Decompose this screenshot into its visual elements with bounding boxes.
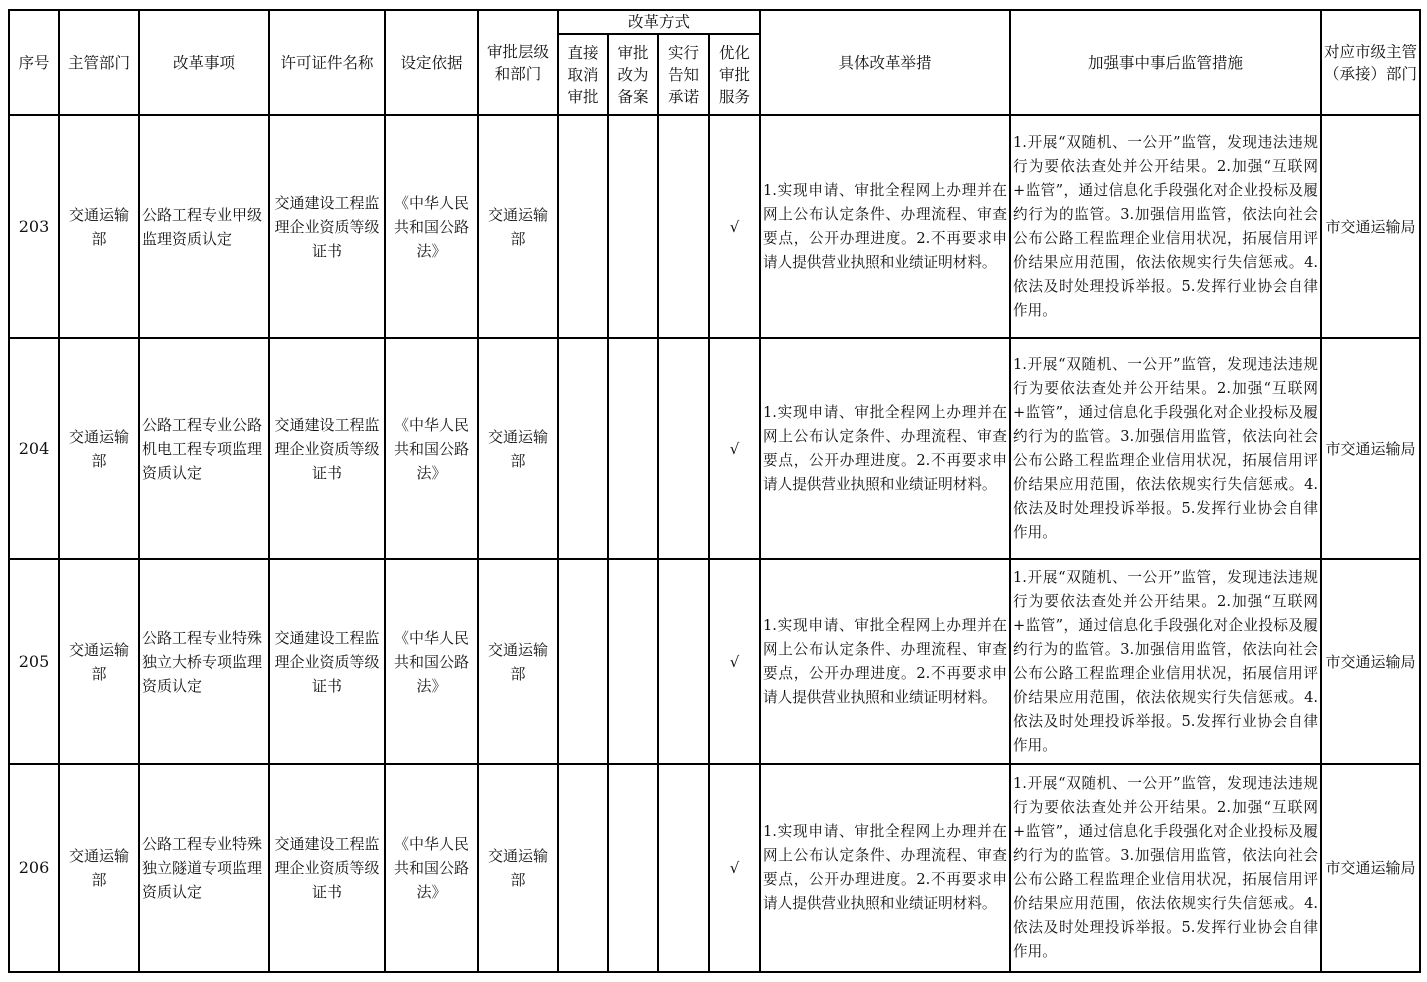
cell-dept: 交通运输部 <box>59 338 139 559</box>
header-filing: 审批改为备案 <box>608 34 658 115</box>
cell-optimize: √ <box>709 764 760 972</box>
cell-cancel <box>558 115 608 338</box>
cell-approval-level: 交通运输部 <box>478 115 558 338</box>
cell-optimize: √ <box>709 115 760 338</box>
cell-optimize: √ <box>709 559 760 764</box>
cell-cancel <box>558 559 608 764</box>
cell-seq: 204 <box>9 338 59 559</box>
cell-filing <box>608 764 658 972</box>
header-approval-level: 审批层级和部门 <box>478 10 558 115</box>
header-seq: 序号 <box>9 10 59 115</box>
header-supervision: 加强事中事后监管措施 <box>1010 10 1321 115</box>
cell-measures: 1.实现申请、审批全程网上办理并在网上公布认定条件、办理流程、审查要点，公开办理进度。2.不再要求申请人提供营业执照和业绩证明材料。 <box>760 338 1010 559</box>
cell-city-dept: 市交通运输局 <box>1321 764 1420 972</box>
cell-measures: 1.实现申请、审批全程网上办理并在网上公布认定条件、办理流程、审查要点，公开办理进度。2.不再要求申请人提供营业执照和业绩证明材料。 <box>760 115 1010 338</box>
cell-supervision: 1.开展“双随机、一公开”监管，发现违法违规行为要依法查处并公开结果。2.加强“互联网+监管”，通过信息化手段强化对企业投标及履约行为的监管。3.加强信用监管，依法向社会公布公路工程监理企业信用状况，拓展信用评价结果应用范围，依法依规实行失信惩戒。4.依法及时处理投诉举报。5.发挥行业协会自律作用。 <box>1010 338 1321 559</box>
cell-approval-level: 交通运输部 <box>478 764 558 972</box>
cell-supervision: 1.开展“双随机、一公开”监管，发现违法违规行为要依法查处并公开结果。2.加强“互联网+监管”，通过信息化手段强化对企业投标及履约行为的监管。3.加强信用监管，依法向社会公布公路工程监理企业信用状况，拓展信用评价结果应用范围，依法依规实行失信惩戒。4.依法及时处理投诉举报。5.发挥行业协会自律作用。 <box>1010 115 1321 338</box>
cell-seq: 203 <box>9 115 59 338</box>
header-reform-method: 改革方式 <box>558 10 760 34</box>
cell-license: 交通建设工程监理企业资质等级证书 <box>269 338 385 559</box>
table-body <box>9 115 1420 972</box>
cell-supervision: 1.开展“双随机、一公开”监管，发现违法违规行为要依法查处并公开结果。2.加强“互联网+监管”，通过信息化手段强化对企业投标及履约行为的监管。3.加强信用监管，依法向社会公布公路工程监理企业信用状况，拓展信用评价结果应用范围，依法依规实行失信惩戒。4.依法及时处理投诉举报。5.发挥行业协会自律作用。 <box>1010 764 1321 972</box>
header-optimize: 优化审批服务 <box>709 34 760 115</box>
cell-license: 交通建设工程监理企业资质等级证书 <box>269 559 385 764</box>
header-notify: 实行告知承诺 <box>658 34 709 115</box>
cell-notify <box>658 559 709 764</box>
cell-optimize: √ <box>709 338 760 559</box>
header-item: 改革事项 <box>139 10 269 115</box>
header-measures: 具体改革举措 <box>760 10 1010 115</box>
cell-measures: 1.实现申请、审批全程网上办理并在网上公布认定条件、办理流程、审查要点，公开办理进度。2.不再要求申请人提供营业执照和业绩证明材料。 <box>760 764 1010 972</box>
cell-notify <box>658 115 709 338</box>
cell-item: 公路工程专业特殊独立隧道专项监理资质认定 <box>139 764 269 972</box>
reform-table <box>8 9 1421 973</box>
cell-notify <box>658 338 709 559</box>
cell-item: 公路工程专业公路机电工程专项监理资质认定 <box>139 338 269 559</box>
cell-license: 交通建设工程监理企业资质等级证书 <box>269 115 385 338</box>
table-row <box>9 559 1420 764</box>
table-row <box>9 764 1420 972</box>
table-header <box>9 10 1420 115</box>
cell-seq: 205 <box>9 559 59 764</box>
cell-measures: 1.实现申请、审批全程网上办理并在网上公布认定条件、办理流程、审查要点，公开办理进度。2.不再要求申请人提供营业执照和业绩证明材料。 <box>760 559 1010 764</box>
header-cancel: 直接取消审批 <box>558 34 608 115</box>
cell-item: 公路工程专业特殊独立大桥专项监理资质认定 <box>139 559 269 764</box>
cell-seq: 206 <box>9 764 59 972</box>
cell-city-dept: 市交通运输局 <box>1321 338 1420 559</box>
header-license: 许可证件名称 <box>269 10 385 115</box>
header-dept: 主管部门 <box>59 10 139 115</box>
header-city-dept: 对应市级主管（承接）部门 <box>1321 10 1420 115</box>
cell-dept: 交通运输部 <box>59 559 139 764</box>
cell-basis: 《中华人民共和国公路法》 <box>385 559 478 764</box>
cell-dept: 交通运输部 <box>59 115 139 338</box>
cell-approval-level: 交通运输部 <box>478 338 558 559</box>
cell-supervision: 1.开展“双随机、一公开”监管，发现违法违规行为要依法查处并公开结果。2.加强“互联网+监管”，通过信息化手段强化对企业投标及履约行为的监管。3.加强信用监管，依法向社会公布公路工程监理企业信用状况，拓展信用评价结果应用范围，依法依规实行失信惩戒。4.依法及时处理投诉举报。5.发挥行业协会自律作用。 <box>1010 559 1321 764</box>
cell-basis: 《中华人民共和国公路法》 <box>385 764 478 972</box>
cell-cancel <box>558 338 608 559</box>
cell-approval-level: 交通运输部 <box>478 559 558 764</box>
cell-cancel <box>558 764 608 972</box>
cell-filing <box>608 559 658 764</box>
cell-dept: 交通运输部 <box>59 764 139 972</box>
header-basis: 设定依据 <box>385 10 478 115</box>
table-row <box>9 338 1420 559</box>
table-row <box>9 115 1420 338</box>
cell-basis: 《中华人民共和国公路法》 <box>385 338 478 559</box>
cell-license: 交通建设工程监理企业资质等级证书 <box>269 764 385 972</box>
cell-filing <box>608 115 658 338</box>
cell-city-dept: 市交通运输局 <box>1321 115 1420 338</box>
cell-notify <box>658 764 709 972</box>
cell-item: 公路工程专业甲级监理资质认定 <box>139 115 269 338</box>
cell-city-dept: 市交通运输局 <box>1321 559 1420 764</box>
cell-filing <box>608 338 658 559</box>
cell-basis: 《中华人民共和国公路法》 <box>385 115 478 338</box>
